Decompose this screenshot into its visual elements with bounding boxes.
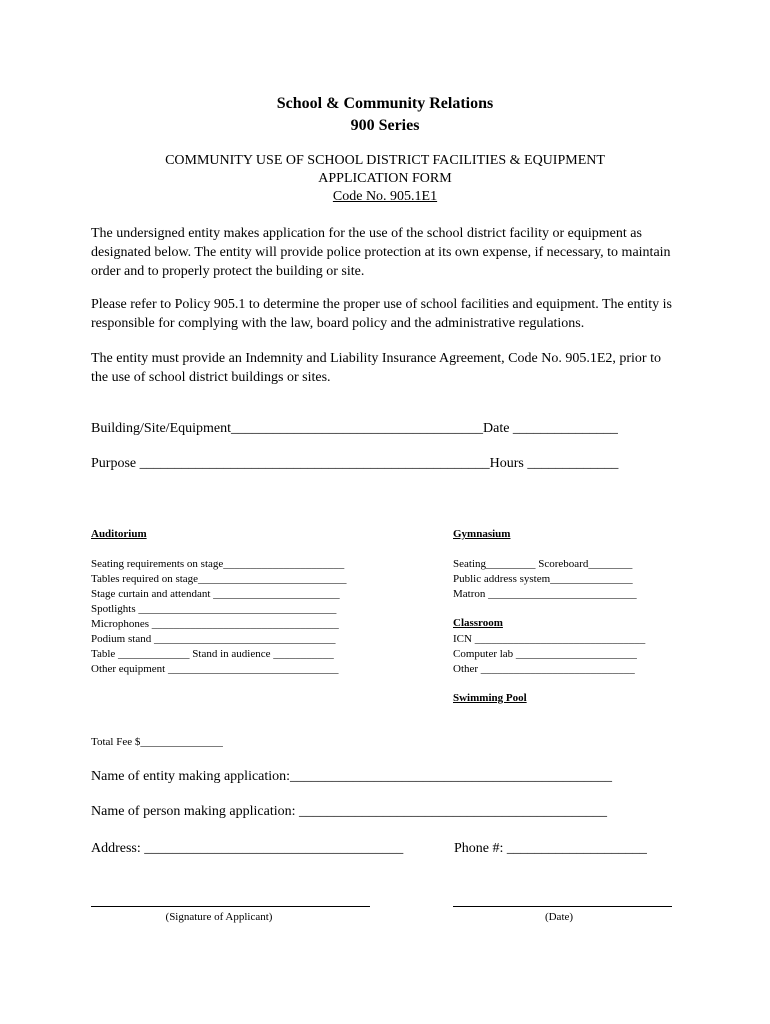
subtitle-line-2: APPLICATION FORM bbox=[318, 171, 452, 186]
auditorium-item[interactable]: Spotlights ____________________________________ bbox=[91, 603, 337, 615]
auditorium-heading-text: Auditorium bbox=[91, 528, 147, 540]
classroom-item[interactable]: Other ____________________________ bbox=[453, 663, 635, 675]
gymnasium-heading-text: Gymnasium bbox=[453, 528, 511, 540]
auditorium-item[interactable]: Tables required on stage___________________________ bbox=[91, 573, 347, 585]
building-date-field[interactable]: Building/Site/Equipment____________________________________Date _______________ bbox=[91, 421, 618, 436]
insurance-paragraph: The entity must provide an Indemnity and Liability Insurance Agreement, Code No. 905.1E2, prior to the use of school district buildings or sites. bbox=[91, 351, 661, 385]
gymnasium-item[interactable]: Seating_________ Scoreboard________ bbox=[453, 558, 633, 570]
swimming-pool-heading bbox=[453, 692, 527, 704]
entity-name-field[interactable]: Name of entity making application:______________________________________________ bbox=[91, 769, 613, 784]
swimming-pool-heading-text: Swimming Pool bbox=[453, 692, 527, 704]
date-line[interactable] bbox=[453, 906, 672, 907]
code-number: Code No. 905.1E1 bbox=[332, 189, 438, 204]
code-number-wrap bbox=[0, 189, 770, 205]
subtitle-line-1: COMMUNITY USE OF SCHOOL DISTRICT FACILITIES & EQUIPMENT bbox=[165, 153, 605, 168]
signature-line[interactable] bbox=[91, 906, 370, 907]
total-fee-field[interactable]: Total Fee $_______________ bbox=[91, 736, 223, 748]
date-caption: (Date) bbox=[544, 911, 574, 923]
auditorium-heading bbox=[91, 528, 147, 540]
classroom-item[interactable]: ICN _______________________________ bbox=[453, 633, 646, 645]
policy-paragraph: Please refer to Policy 905.1 to determine the proper use of school facilities and equipment. The entity is responsible for complying with the law, board policy and the administrative regulations. bbox=[91, 297, 672, 331]
person-name-field[interactable]: Name of person making application: ____________________________________________ bbox=[91, 804, 607, 819]
auditorium-item[interactable]: Stage curtain and attendant _______________________ bbox=[91, 588, 340, 600]
address-field[interactable]: Address: _____________________________________ bbox=[91, 841, 404, 856]
auditorium-item[interactable]: Podium stand _________________________________ bbox=[91, 633, 336, 645]
purpose-hours-field[interactable]: Purpose __________________________________________________Hours _____________ bbox=[91, 456, 619, 471]
gymnasium-heading bbox=[453, 528, 510, 540]
gymnasium-list bbox=[453, 557, 637, 602]
auditorium-item[interactable]: Table _____________ Stand in audience ___________ bbox=[91, 648, 334, 660]
gymnasium-item[interactable]: Public address system_______________ bbox=[453, 573, 633, 585]
auditorium-list bbox=[91, 557, 347, 677]
title-line-2: 900 Series bbox=[350, 117, 420, 134]
classroom-item[interactable]: Computer lab ______________________ bbox=[453, 648, 637, 660]
signature-caption: (Signature of Applicant) bbox=[165, 911, 273, 923]
gymnasium-item[interactable]: Matron ___________________________ bbox=[453, 588, 637, 600]
classroom-heading bbox=[453, 617, 503, 629]
classroom-heading-text: Classroom bbox=[453, 617, 503, 629]
auditorium-item[interactable]: Seating requirements on stage______________________ bbox=[91, 558, 345, 570]
auditorium-item[interactable]: Other equipment _______________________________ bbox=[91, 663, 339, 675]
intro-paragraph: The undersigned entity makes application for the use of the school district facility or equipment as designated below. The entity will provide police protection at its own expense, if necessary, to maintain order and to properly protect the building or site. bbox=[91, 226, 671, 279]
classroom-list bbox=[453, 632, 645, 677]
title-line-1: School & Community Relations bbox=[276, 95, 494, 112]
auditorium-item[interactable]: Microphones __________________________________ bbox=[91, 618, 339, 630]
phone-field[interactable]: Phone #: ____________________ bbox=[454, 841, 647, 856]
